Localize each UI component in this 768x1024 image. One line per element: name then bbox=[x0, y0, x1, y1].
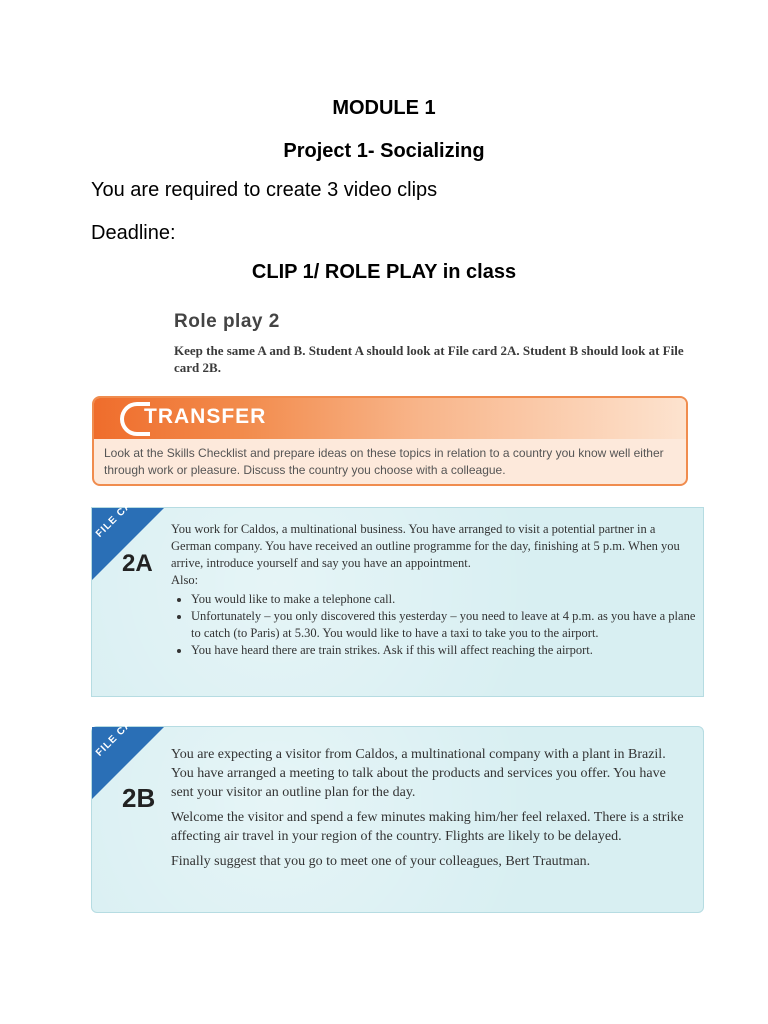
requirement-text: You are required to create 3 video clips bbox=[91, 179, 438, 201]
file-card-2a-body bbox=[171, 521, 696, 659]
file-card-code: 2B bbox=[122, 783, 156, 813]
module-title: MODULE 1 bbox=[332, 97, 436, 119]
role-play-heading: Role play 2 bbox=[174, 311, 280, 332]
deadline-label: Deadline: bbox=[91, 222, 176, 244]
file-card-2a-list bbox=[171, 591, 696, 659]
transfer-box bbox=[92, 396, 688, 486]
list-item: • You have heard there are train strikes. Ask if this will affect reaching the airport. bbox=[191, 642, 696, 659]
list-item: • Unfortunately – you only discovered this yesterday – you need to leave at 4 p.m. as you have a plane to catch (to Paris) at 5.30. You would like to have a taxi to take you to the airport. bbox=[191, 608, 696, 642]
file-card-2a-intro: You work for Caldos, a multinational business. You have arranged to visit a potential partner in a German company. You have received an outline programme for the day, finishing at 5 p.m. When you arrive, introduce yourself and say you have an appointment. bbox=[171, 522, 680, 570]
list-item: • You would like to make a telephone call. bbox=[191, 591, 696, 608]
file-card-tag: FILE CARD bbox=[94, 706, 146, 759]
file-card-2b-body bbox=[171, 745, 691, 877]
file-card-2b-paragraph: You are expecting a visitor from Caldos, a multinational company with a plant in Brazil. You have arranged a meeting to talk about the products and services you offer. You have sent your visitor an outline plan for the day. bbox=[171, 747, 666, 800]
file-card-2a bbox=[91, 487, 704, 697]
file-card-tag: FILE CARD bbox=[94, 487, 146, 540]
project-title: Project 1- Socializing bbox=[283, 140, 485, 162]
clip-title: CLIP 1/ ROLE PLAY in class bbox=[251, 261, 517, 283]
file-card-2b-paragraph: Finally suggest that you go to meet one of your colleagues, Bert Trautman. bbox=[171, 854, 591, 869]
file-card-2b-paragraph: Welcome the visitor and spend a few minutes making him/her feel relaxed. There is a strike affecting air travel in your region of the country. Flights are likely to be delayed. bbox=[171, 810, 684, 844]
role-play-instructions: Keep the same A and B. Student A should look at File card 2A. Student B should look at File card 2B. bbox=[174, 343, 684, 375]
file-card-2b bbox=[91, 706, 704, 913]
transfer-text: Look at the Skills Checklist and prepare ideas on these topics in relation to a country you know well either through work or pleasure. Discuss the country you choose with a colleague. bbox=[104, 446, 664, 477]
file-card-2a-also: Also: bbox=[171, 573, 199, 587]
transfer-label: TRANSFER bbox=[144, 405, 267, 428]
file-card-code: 2A bbox=[122, 550, 153, 577]
